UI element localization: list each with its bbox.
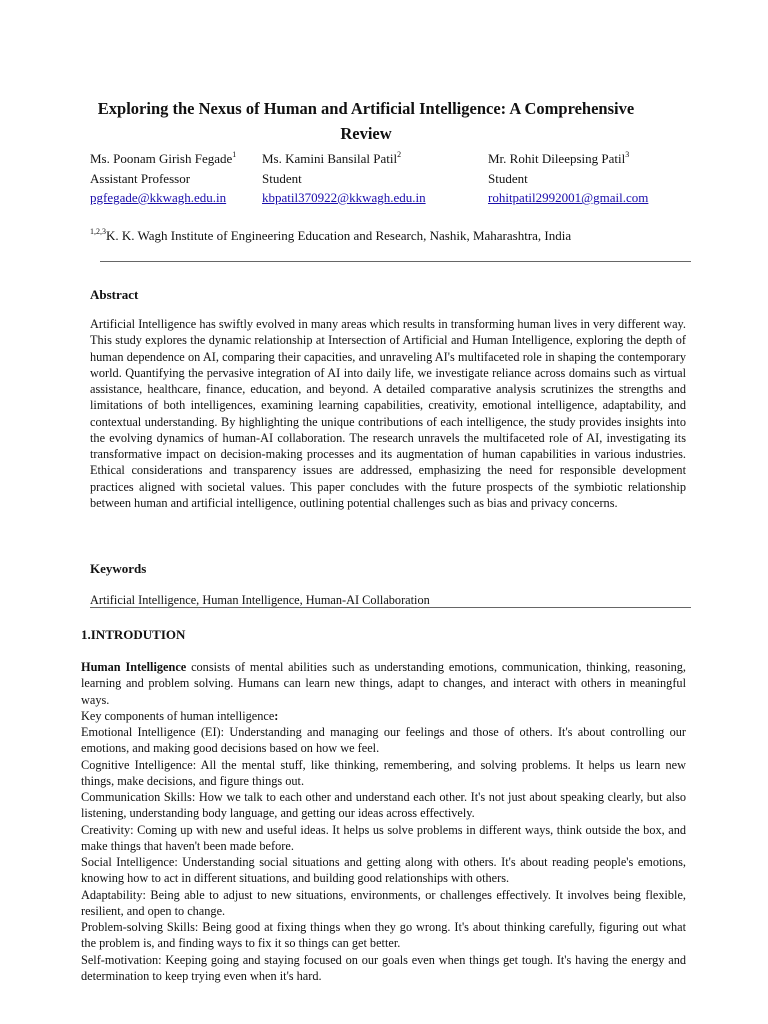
divider-keywords (90, 607, 691, 608)
author-superscript: 1 (232, 149, 237, 159)
introduction-body (81, 659, 686, 984)
component-item: Communication Skills: How we talk to each other and understand each other. It's not just about speaking clearly, but also listening, understanding body language, and getting our ideas across effectively. (81, 790, 686, 821)
author-role: Assistant Professor (90, 170, 191, 186)
author-name: Ms. Poonam Girish Fegade (90, 151, 233, 166)
author-role: Student (262, 170, 302, 186)
keywords-text: Artificial Intelligence, Human Intelligence, Human-AI Collaboration (90, 593, 430, 607)
intro-paragraph (81, 659, 686, 708)
divider-top (100, 261, 691, 262)
component-item: Creativity: Coming up with new and useful ideas. It helps us solve problems in different ways, think outside the box, and make things that haven't been made before. (81, 822, 686, 853)
keywords-heading: Keywords (90, 561, 147, 576)
author-email-link[interactable]: rohitpatil2992001@gmail.com (488, 190, 649, 205)
affiliation (90, 226, 690, 245)
author-name-line (262, 149, 426, 169)
author-3 (488, 149, 648, 208)
components-intro (81, 708, 686, 724)
component-item: Emotional Intelligence (EI): Understanding and managing our feelings and those of others. It's about controlling our emotions, and making good decisions based on how we feel. (81, 725, 686, 756)
author-name-line (488, 149, 648, 169)
affiliation-text: K. K. Wagh Institute of Engineering Education and Research, Nashik, Maharashtra, India (106, 228, 572, 243)
author-email-link[interactable]: pgfegade@kkwagh.edu.in (90, 190, 227, 205)
component-item: Self-motivation: Keeping going and staying focused on our goals even when things get tough. It's having the energy and determination to keep trying even when it's hard. (81, 952, 686, 983)
author-superscript: 3 (625, 149, 630, 159)
abstract-heading: Abstract (90, 287, 139, 302)
abstract-text: Artificial Intelligence has swiftly evolved in many areas which results in transforming human lives in very different way. This study explores the dynamic relationship at Intersection of Artificial and Human Intelligence, exploring the depth of human dependence on AI, comparing their capacities, and unraveling AI's multifaceted role in shaping the contemporary world. Quantifying the pervasive integration of AI into daily life, we investigate reliance across domains such as virtual assistance, healthcare, finance, education, and beyond. A detailed comparative analysis scrutinizes the strengths and limitations of both intelligences, examining learning capabilities, creativity, emotional intelligence, adaptability, and contextual understanding. By highlighting the unique contributions of each intelligence, the study provides insights into the evolving dynamics of human-AI collaboration. The research unravels the multifaceted role of AI, investigating its transformative impact on decision-making processes and its augmentation of human capabilities in various industries. Ethical considerations and transparency issues are addressed, emphasizing the need for responsible development practices aligned with societal values. This paper concludes with the future prospects of the symbiotic relationship between human and artificial intelligence, outlining potential challenges such as bias and privacy concerns. (90, 317, 686, 510)
intro-lead-term: Human Intelligence (81, 660, 187, 674)
author-superscript: 2 (397, 149, 402, 159)
author-name-line (90, 149, 236, 169)
component-item: Adaptability: Being able to adjust to new situations, environments, or challenges effectively. It involves being flexible, resilient, and open to change. (81, 887, 686, 918)
intro-paragraph-text: consists of mental abilities such as understanding emotions, communication, thinking, reasoning, learning and problem solving. Humans can learn new things, adapt to changes, and interact with others in meaningful ways. (81, 660, 686, 707)
author-name: Ms. Kamini Bansilal Patil (262, 151, 398, 166)
component-item: Cognitive Intelligence: All the mental stuff, like thinking, remembering, and solving problems. It helps us learn new things, make decisions, and figure things out. (81, 757, 686, 788)
component-item: Social Intelligence: Understanding social situations and getting along with others. It's about reading people's emotions, knowing how to act in different situations, and building good relationships with others. (81, 855, 686, 886)
author-email-link[interactable]: kbpatil370922@kkwagh.edu.in (262, 190, 426, 205)
author-1 (90, 149, 236, 208)
components-intro-colon: : (274, 708, 279, 723)
component-item: Problem-solving Skills: Being good at fixing things when they go wrong. It's about thinking carefully, figuring out what the problem is, and finding ways to fix it so things can get better. (81, 920, 686, 951)
affiliation-superscript: 1,2,3 (90, 226, 106, 236)
section-heading-introduction: 1.INTRODUTION (81, 627, 186, 642)
components-intro-text: Key components of human intelligence (81, 708, 275, 723)
paper-title: Exploring the Nexus of Human and Artificial Intelligence: A Comprehensive Review (97, 99, 635, 143)
author-2 (262, 149, 426, 208)
author-name: Mr. Rohit Dileepsing Patil (488, 151, 626, 166)
author-role: Student (488, 170, 528, 186)
